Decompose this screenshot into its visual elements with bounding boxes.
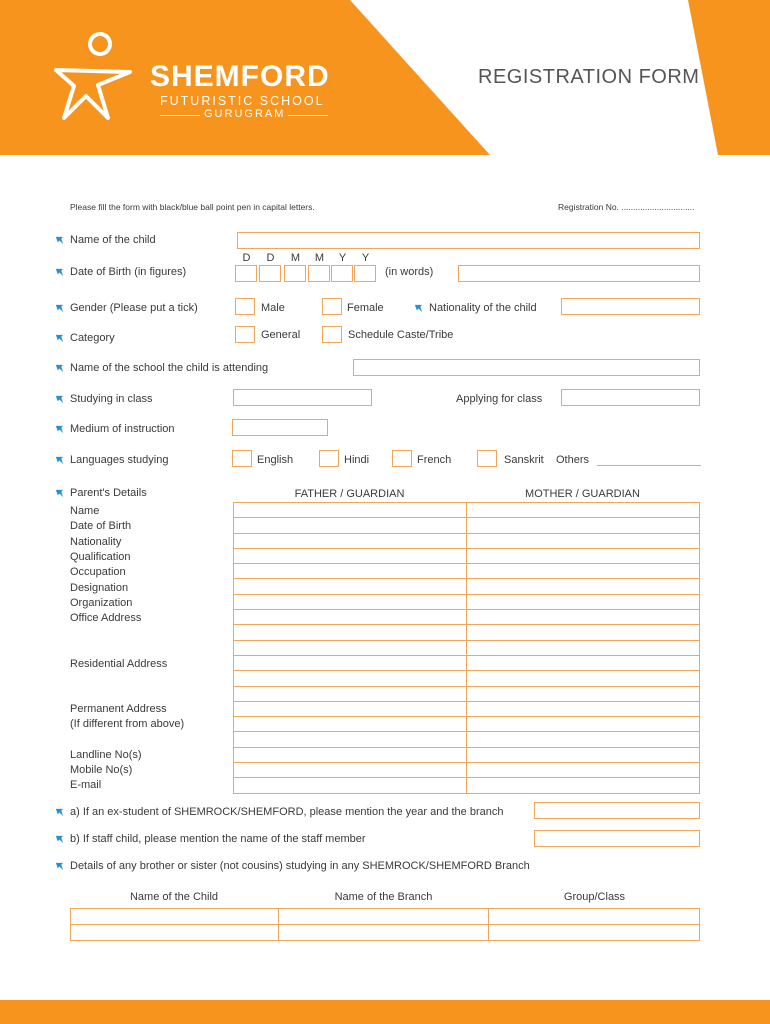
gender-label: Gender (Please put a tick) <box>70 302 198 314</box>
bullet-arrow-icon <box>55 808 64 817</box>
parents-table-row <box>234 564 700 579</box>
registration-number[interactable]: Registration No. ............................... <box>558 202 695 212</box>
school-subtitle: FUTURISTIC SCHOOL <box>160 94 325 108</box>
parent-row-label: (If different from above) <box>70 718 185 730</box>
dob-month-1[interactable] <box>284 265 306 282</box>
gender-male-checkbox[interactable] <box>235 298 255 315</box>
mother-cell[interactable] <box>467 518 700 533</box>
dob-day-1[interactable] <box>235 265 257 282</box>
parents-table-row <box>234 701 700 716</box>
bullet-arrow-icon <box>55 862 64 871</box>
category-scst-checkbox[interactable] <box>322 326 342 343</box>
parent-row-label: Qualification <box>70 551 131 563</box>
footer-bar <box>0 1000 770 1024</box>
school-city: GURUGRAM <box>160 108 330 122</box>
father-cell[interactable] <box>234 594 467 609</box>
applying-class-label: Applying for class <box>456 393 543 405</box>
parent-row-label: Office Address <box>70 612 142 624</box>
lang-french-checkbox[interactable] <box>392 450 412 467</box>
school-attending-input[interactable] <box>353 359 700 376</box>
parents-table-row <box>234 778 700 793</box>
parent-row-label: Organization <box>70 597 133 609</box>
parent-row-label: Residential Address <box>70 658 168 670</box>
siblings-table <box>70 908 700 941</box>
father-cell[interactable] <box>234 625 467 640</box>
parents-table-row <box>234 518 700 533</box>
dob-label: Date of Birth (in figures) <box>70 266 187 278</box>
ex-student-label: a) If an ex-student of SHEMROCK/SHEMFORD, please mention the year and the branch <box>70 806 504 818</box>
parent-row-label: Date of Birth <box>70 520 132 532</box>
lang-sanskrit-checkbox[interactable] <box>477 450 497 467</box>
female-label: Female <box>347 302 384 314</box>
parents-table-row <box>234 717 700 732</box>
mother-cell[interactable] <box>467 655 700 670</box>
lang-english-checkbox[interactable] <box>232 450 252 467</box>
bullet-arrow-icon <box>55 835 64 844</box>
parents-table-row <box>234 548 700 563</box>
parent-row-label: Mobile No(s) <box>70 764 133 776</box>
languages-label: Languages studying <box>70 454 169 466</box>
sibling-branch-cell[interactable] <box>278 909 489 925</box>
dob-letter-m2: M <box>314 252 325 264</box>
french-label: French <box>417 454 452 466</box>
father-cell[interactable] <box>234 671 467 686</box>
father-cell[interactable] <box>234 655 467 670</box>
child-name-input[interactable] <box>237 232 700 249</box>
father-cell[interactable] <box>234 686 467 701</box>
nationality-label: Nationality of the child <box>429 302 537 314</box>
sibling-child-cell[interactable] <box>71 925 279 941</box>
parents-table <box>233 502 700 794</box>
parents-table-row <box>234 763 700 778</box>
header-banner <box>0 0 770 155</box>
bullet-arrow-icon <box>55 364 64 373</box>
father-cell[interactable] <box>234 732 467 747</box>
mother-cell[interactable] <box>467 640 700 655</box>
applying-class-input[interactable] <box>561 389 700 406</box>
mother-cell[interactable] <box>467 625 700 640</box>
in-words-label: (in words) <box>385 266 434 278</box>
sibling-class-cell[interactable] <box>489 925 700 941</box>
col-branch-header: Name of the Branch <box>334 891 433 903</box>
mother-cell[interactable] <box>467 594 700 609</box>
sanskrit-label: Sanskrit <box>504 454 544 466</box>
nationality-input[interactable] <box>561 298 700 315</box>
parent-row-label: Designation <box>70 582 129 594</box>
parents-table-row <box>234 533 700 548</box>
parent-row-label: Landline No(s) <box>70 749 142 761</box>
male-label: Male <box>261 302 285 314</box>
bullet-arrow-icon <box>55 456 64 465</box>
studying-class-input[interactable] <box>233 389 372 406</box>
mother-cell[interactable] <box>467 747 700 762</box>
bullet-arrow-icon <box>55 268 64 277</box>
bullet-arrow-icon <box>414 304 423 313</box>
parent-row-label: Permanent Address <box>70 703 167 715</box>
father-cell[interactable] <box>234 564 467 579</box>
mother-cell[interactable] <box>467 671 700 686</box>
col-child-header: Name of the Child <box>129 891 219 903</box>
father-cell[interactable] <box>234 747 467 762</box>
dob-year-2[interactable] <box>354 265 376 282</box>
parents-table-row <box>234 594 700 609</box>
instruction-text: Please fill the form with black/blue ball point pen in capital letters. <box>70 202 315 212</box>
father-cell[interactable] <box>234 579 467 594</box>
father-cell[interactable] <box>234 548 467 563</box>
father-cell[interactable] <box>234 763 467 778</box>
general-label: General <box>261 329 301 341</box>
lang-hindi-checkbox[interactable] <box>319 450 339 467</box>
parents-table-row <box>234 655 700 670</box>
parent-row-label: E-mail <box>70 779 102 791</box>
english-label: English <box>257 454 294 466</box>
bullet-arrow-icon <box>55 304 64 313</box>
medium-input[interactable] <box>232 419 328 436</box>
father-cell[interactable] <box>234 533 467 548</box>
parents-table-row <box>234 747 700 762</box>
mother-header: MOTHER / GUARDIAN <box>525 488 640 500</box>
parents-table-row <box>234 686 700 701</box>
mother-cell[interactable] <box>467 701 700 716</box>
category-general-checkbox[interactable] <box>235 326 255 343</box>
sibling-branch-cell[interactable] <box>278 925 489 941</box>
dob-words-input[interactable] <box>458 265 700 282</box>
mother-cell[interactable] <box>467 686 700 701</box>
mother-cell[interactable] <box>467 503 700 518</box>
form-title: REGISTRATION FORM <box>478 66 700 88</box>
school-name: SHEMFORD <box>150 60 330 93</box>
parents-label: Parent's Details <box>70 487 147 499</box>
bullet-arrow-icon <box>55 425 64 434</box>
mother-cell[interactable] <box>467 610 700 625</box>
mother-cell[interactable] <box>467 763 700 778</box>
father-cell[interactable] <box>234 778 467 793</box>
siblings-label: Details of any brother or sister (not cousins) studying in any SHEMROCK/SHEMFORD Branch <box>70 860 530 872</box>
medium-label: Medium of instruction <box>70 423 175 435</box>
mother-cell[interactable] <box>467 548 700 563</box>
parents-table-row <box>234 503 700 518</box>
mother-cell[interactable] <box>467 778 700 793</box>
parents-table-row <box>234 579 700 594</box>
father-header: FATHER / GUARDIAN <box>294 488 405 500</box>
studying-class-label: Studying in class <box>70 393 153 405</box>
father-cell[interactable] <box>234 640 467 655</box>
gender-female-checkbox[interactable] <box>322 298 342 315</box>
others-label: Others <box>556 454 590 466</box>
col-class-header: Group/Class <box>563 891 626 903</box>
bullet-arrow-icon <box>55 395 64 404</box>
father-cell[interactable] <box>234 503 467 518</box>
staff-child-label: b) If staff child, please mention the name of the staff member <box>70 833 366 845</box>
dob-day-2[interactable] <box>259 265 281 282</box>
mother-cell[interactable] <box>467 564 700 579</box>
hindi-label: Hindi <box>344 454 370 466</box>
parent-row-label: Name <box>70 505 100 517</box>
dob-year-1[interactable] <box>331 265 353 282</box>
ex-student-input[interactable] <box>534 802 700 819</box>
mother-cell[interactable] <box>467 732 700 747</box>
parents-table-row <box>234 671 700 686</box>
dob-letter-d2: D <box>266 252 275 264</box>
dob-letter-m1: M <box>290 252 301 264</box>
sibling-child-cell[interactable] <box>71 909 279 925</box>
mother-cell[interactable] <box>467 579 700 594</box>
mother-cell[interactable] <box>467 533 700 548</box>
parents-table-row <box>234 610 700 625</box>
scst-label: Schedule Caste/Tribe <box>348 329 454 341</box>
sibling-class-cell[interactable] <box>489 909 700 925</box>
mother-cell[interactable] <box>467 717 700 732</box>
bullet-arrow-icon <box>55 334 64 343</box>
dob-month-2[interactable] <box>308 265 330 282</box>
bullet-arrow-icon <box>55 489 64 498</box>
school-logo-icon <box>50 30 140 125</box>
dob-letter-y1: Y <box>338 252 347 264</box>
parents-table-row <box>234 732 700 747</box>
staff-child-input[interactable] <box>534 830 700 847</box>
parent-row-label: Nationality <box>70 536 122 548</box>
father-cell[interactable] <box>234 610 467 625</box>
father-cell[interactable] <box>234 701 467 716</box>
dob-letter-d1: D <box>242 252 251 264</box>
category-label: Category <box>70 332 115 344</box>
child-name-label: Name of the child <box>70 234 156 246</box>
parents-table-row <box>234 625 700 640</box>
dob-letter-y2: Y <box>361 252 370 264</box>
others-input-line[interactable] <box>597 465 701 466</box>
father-cell[interactable] <box>234 717 467 732</box>
school-attending-label: Name of the school the child is attending <box>70 362 269 374</box>
father-cell[interactable] <box>234 518 467 533</box>
bullet-arrow-icon <box>55 236 64 245</box>
parent-row-label: Occupation <box>70 566 126 578</box>
parents-table-row <box>234 640 700 655</box>
